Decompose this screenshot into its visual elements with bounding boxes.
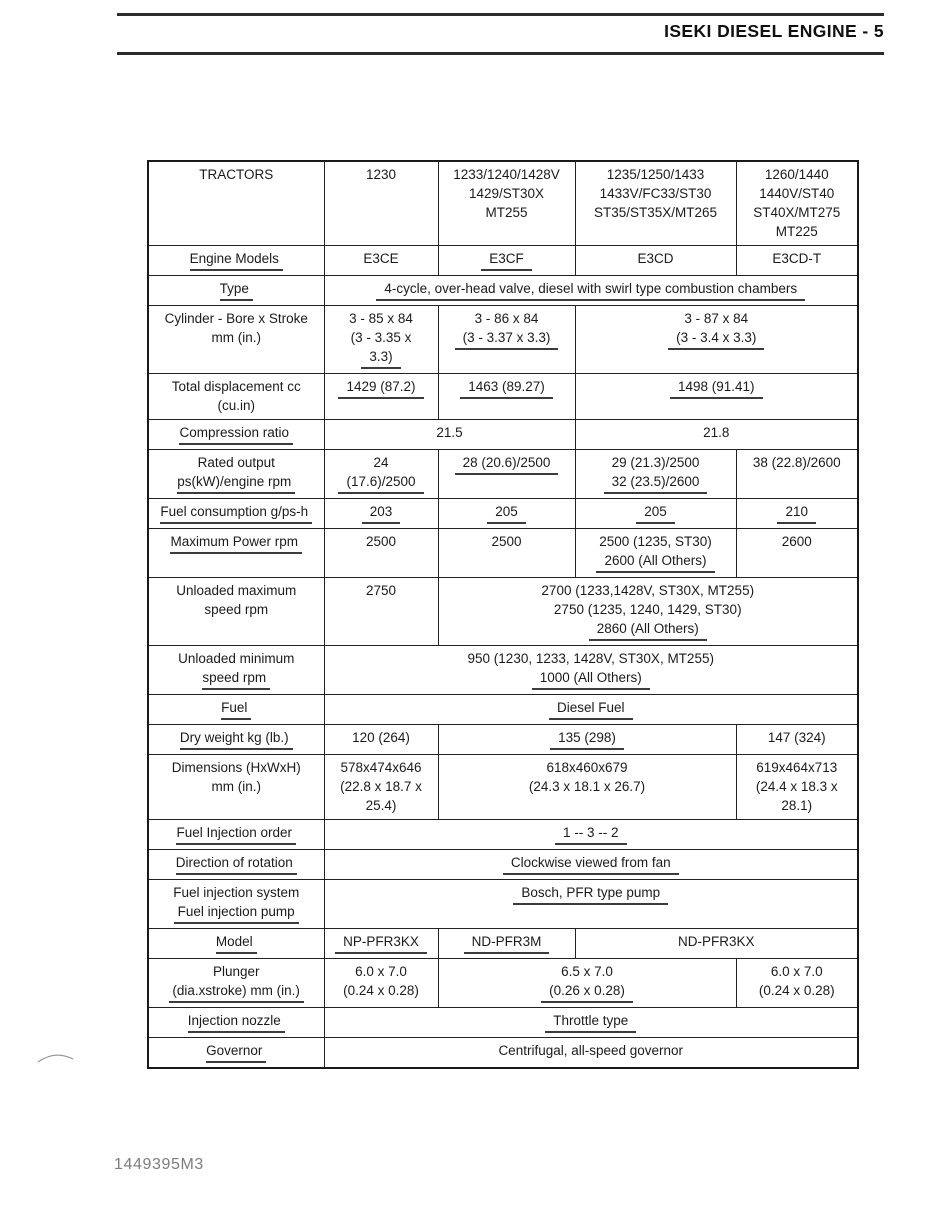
cell-text: Throttle type [545,1011,636,1033]
row-label [148,450,324,499]
cell-text: 205 [636,502,675,524]
cell-text: (0.26 x 0.28) [541,981,633,1003]
cell-value [324,646,858,695]
cell-value [324,929,438,959]
cell-value [438,725,736,755]
cell-text: 29 (21.3)/2500 [611,455,700,470]
cell-value [438,959,736,1008]
cell-value [324,820,858,850]
cell-text: 2700 (1233,1428V, ST30X, MT255) [541,583,755,598]
cell-text: ND-PFR3KX [677,934,755,949]
cell-text: E3CE [363,251,399,266]
cell-text: Type [220,279,253,301]
column-header [575,161,736,246]
cell-text: 24 [373,455,389,470]
cell-value [324,374,438,420]
cell-text: 210 [777,502,816,524]
row-label [148,306,324,374]
table-row [148,755,858,820]
cell-value [575,499,736,529]
cell-value [438,499,575,529]
row-label [148,374,324,420]
row-label [148,695,324,725]
cell-text: 1000 (All Others) [532,668,650,690]
cell-text: 147 (324) [767,730,826,745]
cell-text: mm (in.) [211,779,261,794]
cell-text: (17.6)/2500 [338,472,423,494]
cell-text: 6.5 x 7.0 [561,964,613,979]
cell-value [324,959,438,1008]
cell-value [324,276,858,306]
row-label [148,529,324,578]
corner-header [148,161,324,246]
row-label [148,646,324,695]
cell-text: 21.8 [703,425,730,440]
cell-text: Maximum Power rpm [170,532,302,554]
cell-text: 38 (22.8)/2600 [752,455,841,470]
row-label [148,959,324,1008]
footer-code: 1449395M3 [114,1156,204,1173]
cell-value [438,929,575,959]
cell-text: 1230 [365,167,397,182]
cell-text: Total displacement cc [171,379,301,394]
cell-value [438,755,736,820]
cell-value [575,420,858,450]
cell-text: 2600 (All Others) [596,551,714,573]
cell-text: 1498 (91.41) [670,377,763,399]
cell-text: 578x474x646 [340,760,422,775]
cell-text: Injection nozzle [188,1011,285,1033]
cell-value [324,725,438,755]
cell-text: Bosch, PFR type pump [513,883,668,905]
cell-value [324,880,858,929]
row-label [148,725,324,755]
table-row [148,578,858,646]
cell-value [324,420,575,450]
cell-text: 1433V/FC33/ST30 [599,186,712,201]
cell-value [736,450,858,499]
cell-text: MT225 [775,224,818,239]
cell-text: 3.3) [361,347,400,369]
cell-text: 205 [487,502,526,524]
cell-text: (22.8 x 18.7 x [340,779,422,794]
table-row [148,374,858,420]
cell-text: Fuel [221,698,251,720]
cell-text: speed rpm [202,668,270,690]
cell-text: ST40X/MT275 [753,205,841,220]
cell-value [438,246,575,276]
cell-value [438,450,575,499]
cell-text: Engine Models [190,249,283,271]
cell-text: (0.24 x 0.28) [343,983,419,998]
cell-text: (0.24 x 0.28) [758,983,835,998]
cell-text: 1260/1440 [764,167,829,182]
cell-text: Dry weight kg (lb.) [180,728,293,750]
page-title: ISEKI DIESEL ENGINE - 5 [664,21,884,41]
cell-value [575,374,858,420]
cell-value [736,755,858,820]
cell-text: Unloaded minimum [178,651,295,666]
cell-value [324,850,858,880]
row-label [148,755,324,820]
table-row [148,695,858,725]
cell-text: 6.0 x 7.0 [355,964,407,979]
cell-text: 2500 (1235, ST30) [599,534,712,549]
table-row [148,1008,858,1038]
table-row [148,529,858,578]
cell-value [324,306,438,374]
cell-value [324,529,438,578]
cell-text: 203 [362,502,401,524]
table-row [148,499,858,529]
cell-text: Direction of rotation [176,853,297,875]
cell-value [438,529,575,578]
table-row [148,420,858,450]
cell-text: Governor [206,1041,266,1063]
cell-text: ST35/ST35X/MT265 [593,205,718,220]
cell-text: Model [216,932,257,954]
row-label [148,420,324,450]
cell-text: 32 (23.5)/2600 [604,472,708,494]
cell-value [438,578,858,646]
cell-text: 618x460x679 [546,760,628,775]
cell-text: 1429/ST30X [468,186,545,201]
cell-text: Fuel injection pump [174,902,299,924]
cell-value [575,529,736,578]
table-row [148,246,858,276]
cell-text: Rated output [197,455,275,470]
row-label [148,578,324,646]
cell-text: 120 (264) [352,730,410,745]
header-rule-top [117,13,884,16]
cell-text: NP-PFR3KX [335,932,427,954]
cell-text: Plunger [212,964,260,979]
cell-text: 6.0 x 7.0 [770,964,823,979]
scan-pen-mark-icon [36,1049,76,1065]
cell-text: 3 - 85 x 84 [349,311,413,326]
cell-value [324,1038,858,1069]
table-row [148,880,858,929]
cell-text: Unloaded maximum [176,583,297,598]
cell-text: E3CD-T [772,251,822,266]
cell-value [324,1008,858,1038]
engine-spec-table [147,160,859,1069]
column-header [438,161,575,246]
cell-text: 21.5 [436,425,463,440]
cell-text: (3 - 3.35 x [350,330,412,345]
cell-text: Fuel Injection order [176,823,296,845]
cell-text: E3CF [481,249,532,271]
row-label [148,1038,324,1069]
cell-text: 950 (1230, 1233, 1428V, ST30X, MT255) [467,651,714,666]
column-header [736,161,858,246]
cell-text: 4-cycle, over-head valve, diesel with swirl type combustion chambers [376,279,805,301]
cell-value [324,499,438,529]
cell-text: 135 (298) [550,728,624,750]
cell-text: 28.1) [781,798,813,813]
header-rule-bottom [117,52,884,55]
table-row [148,646,858,695]
cell-text: 1235/1250/1433 [606,167,705,182]
cell-text: Clockwise viewed from fan [503,853,679,875]
cell-value [575,929,858,959]
cell-text: 3 - 87 x 84 [684,311,749,326]
cell-text: E3CD [637,251,674,266]
cell-text: (24.4 x 18.3 x [755,779,838,794]
cell-text: 28 (20.6)/2500 [455,453,559,475]
cell-text: 3 - 86 x 84 [474,311,539,326]
cell-value [575,450,736,499]
cell-value [324,246,438,276]
cell-text: (3 - 3.4 x 3.3) [668,328,764,350]
cell-text: (24.3 x 18.1 x 26.7) [528,779,646,794]
column-header [324,161,438,246]
cell-text: 2600 [781,534,812,549]
cell-text: 2750 (1235, 1240, 1429, ST30) [553,602,742,617]
row-label [148,880,324,929]
cell-text: 619x464x713 [756,760,838,775]
table-row [148,850,858,880]
table-row [148,725,858,755]
table-row [148,959,858,1008]
cell-text: 2500 [491,534,522,549]
row-label [148,850,324,880]
cell-text: TRACTORS [199,167,274,182]
table-row [148,820,858,850]
table-header-row [148,161,858,246]
cell-value [736,499,858,529]
cell-text: 2750 [365,583,397,598]
cell-text: Fuel consumption g/ps-h [160,502,312,524]
cell-value [438,374,575,420]
cell-text: (dia.xstroke) mm (in.) [169,981,304,1003]
cell-text: 25.4) [365,798,397,813]
cell-text: ND-PFR3M [464,932,550,954]
cell-value [324,450,438,499]
cell-value [438,306,575,374]
cell-value [736,246,858,276]
cell-value [575,246,736,276]
cell-text: Cylinder - Bore x Stroke [164,311,308,326]
cell-text: Centrifugal, all-speed governor [498,1043,684,1058]
row-label [148,1008,324,1038]
cell-text: Compression ratio [179,423,293,445]
row-label [148,929,324,959]
table-row [148,929,858,959]
cell-value [736,959,858,1008]
cell-text: (cu.in) [217,398,255,413]
cell-value [324,755,438,820]
cell-text: mm (in.) [211,330,261,345]
cell-value [324,695,858,725]
cell-value [736,725,858,755]
table-row [148,306,858,374]
cell-text: (3 - 3.37 x 3.3) [455,328,559,350]
table-row [148,276,858,306]
cell-text: 1429 (87.2) [338,377,423,399]
cell-text: MT255 [485,205,528,220]
cell-text: 1 -- 3 -- 2 [555,823,627,845]
cell-text: speed rpm [204,602,269,617]
table-row [148,1038,858,1069]
table-row [148,450,858,499]
row-label [148,499,324,529]
cell-value [575,306,858,374]
cell-text: 1440V/ST40 [759,186,835,201]
cell-text: Diesel Fuel [549,698,633,720]
row-label [148,820,324,850]
cell-text: Fuel injection system [173,885,300,900]
cell-text: 2860 (All Others) [589,619,707,641]
cell-text: ps(kW)/engine rpm [177,472,295,494]
cell-text: 2500 [365,534,397,549]
row-label [148,246,324,276]
cell-text: 1233/1240/1428V [453,167,560,182]
cell-value [324,578,438,646]
cell-value [736,529,858,578]
row-label [148,276,324,306]
cell-text: 1463 (89.27) [460,377,553,399]
cell-text: Dimensions (HxWxH) [171,760,301,775]
